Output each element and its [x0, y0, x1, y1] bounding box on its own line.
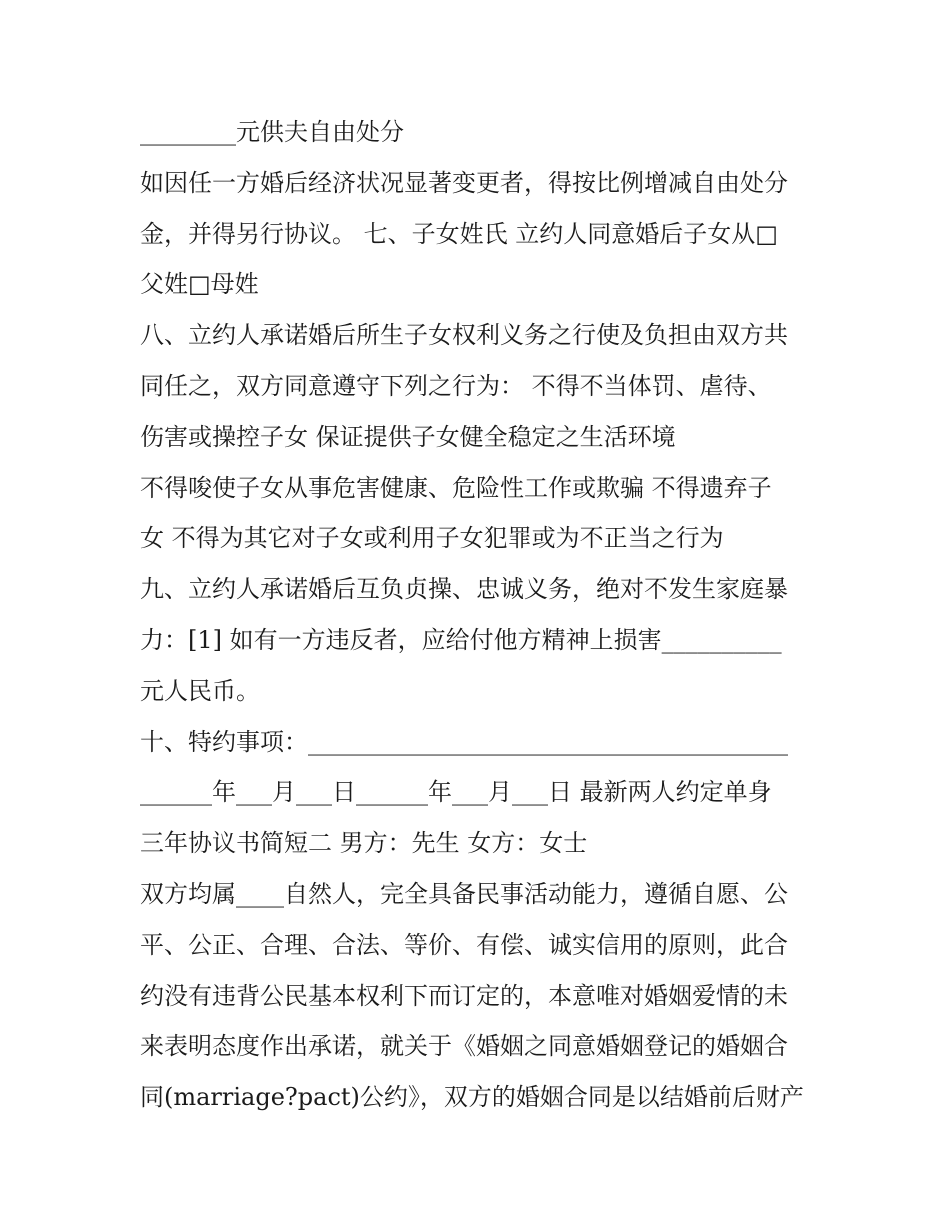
- text-line: 双方均属____自然人，完全具备民事活动能力，遵循自愿、公: [140, 879, 788, 908]
- text-line: 金，并得另行协议。 七、子女姓氏 立约人同意婚后子女从□: [140, 219, 778, 248]
- text-line: 同(marriage?pact)公约》，双方的婚姻合同是以结婚前后财产: [140, 1083, 804, 1112]
- text-line: 伤害或操控子女 保证提供子女健全稳定之生活环境: [140, 422, 676, 451]
- text-line: 十、特约事项：________________________________________: [140, 727, 788, 756]
- text-line: 力：[1] 如有一方违反者，应给付他方精神上损害__________: [140, 625, 782, 654]
- text-line: ________元供夫自由处分: [140, 118, 404, 146]
- text-line: 九、立约人承诺婚后互负贞操、忠诚义务，绝对不发生家庭暴: [140, 575, 788, 604]
- text-line: 八、立约人承诺婚后所生子女权利义务之行使及负担由双方共: [140, 321, 788, 350]
- text-line: 同任之，双方同意遵守下列之行为： 不得不当体罚、虐待、: [140, 371, 772, 400]
- text-line: 如因任一方婚后经济状况显著变更者，得按比例增减自由处分: [140, 168, 788, 197]
- text-line: 父姓□母姓: [140, 270, 259, 299]
- text-line: 不得唆使子女从事危害健康、危险性工作或欺骗 不得遗弃子: [140, 473, 772, 502]
- text-line: 三年协议书简短二 男方：先生 女方：女士: [140, 829, 588, 858]
- text-line: 约没有违背公民基本权利下而订定的，本意唯对婚姻爱情的未: [140, 981, 788, 1010]
- text-line: 女 不得为其它对子女或利用子女犯罪或为不正当之行为: [140, 524, 724, 553]
- text-line: 元人民币。: [140, 676, 260, 705]
- document-body: [140, 107, 840, 1123]
- text-line: 平、公正、合理、合法、等价、有偿、诚实信用的原则，此合: [140, 930, 788, 959]
- text-line: 来表明态度作出承诺，就关于《婚姻之同意婚姻登记的婚姻合: [140, 1032, 788, 1061]
- text-line: ______年___月___日______年___月___日 最新两人约定单身: [140, 778, 772, 807]
